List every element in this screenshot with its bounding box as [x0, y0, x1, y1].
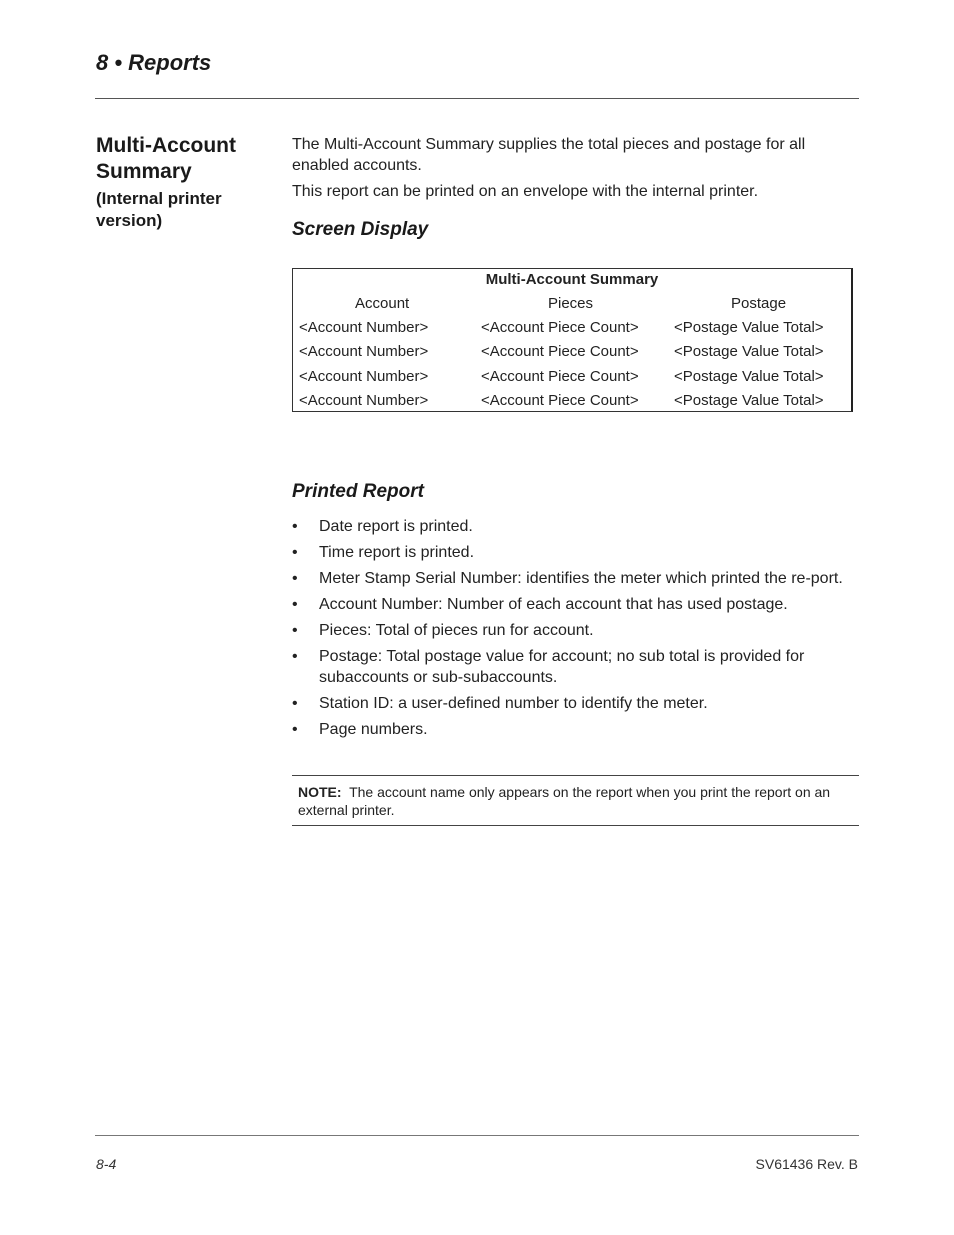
column-header-postage: Postage: [731, 295, 787, 312]
list-item: [292, 568, 857, 589]
bullet-icon: •: [292, 721, 298, 738]
note-body: The account name only appears on the report when you print the report on an external printer.: [298, 784, 831, 818]
screen-data-row: [293, 319, 851, 339]
list-item: [292, 620, 857, 641]
bullet-icon: •: [292, 695, 298, 712]
account-number-cell: <Account Number>: [299, 319, 429, 336]
footer-divider: [95, 1135, 859, 1136]
list-item-text: Account Number: Number of each account that has used postage.: [319, 596, 788, 613]
account-number-cell: <Account Number>: [299, 392, 429, 409]
section-subtitle: (Internal printer version): [96, 189, 222, 230]
list-item: [292, 719, 857, 740]
account-number-cell: <Account Number>: [299, 343, 429, 360]
screen-data-row: [293, 392, 851, 412]
note-label: NOTE:: [298, 784, 342, 800]
piece-count-cell: <Account Piece Count>: [481, 319, 639, 336]
chapter-title: 8 • Reports: [96, 50, 212, 75]
bullet-icon: •: [292, 596, 298, 613]
intro-paragraph: The Multi-Account Summary supplies the total pieces and postage for all enabled accounts.: [292, 136, 806, 174]
postage-total-cell: <Postage Value Total>: [674, 392, 824, 409]
list-item-text: Meter Stamp Serial Number: identifies the meter which printed the re-port.: [319, 570, 843, 587]
screen-data-row: [293, 368, 851, 388]
piece-count-cell: <Account Piece Count>: [481, 343, 639, 360]
list-item: [292, 693, 857, 714]
note-box: [292, 775, 859, 826]
column-header-account: Account: [355, 295, 410, 312]
page-number: 8-4: [96, 1156, 117, 1172]
bullet-icon: •: [292, 622, 298, 639]
postage-total-cell: <Postage Value Total>: [674, 319, 824, 336]
bullet-icon: •: [292, 570, 298, 587]
list-item: [292, 594, 857, 615]
bullet-icon: •: [292, 518, 298, 535]
intro-block: [292, 134, 852, 202]
screen-box-title: Multi-Account Summary: [485, 271, 659, 288]
note-text-block: [298, 783, 853, 819]
list-item-text: Time report is printed.: [319, 544, 475, 561]
list-item-text: Date report is printed.: [319, 518, 473, 535]
intro-paragraph: This report can be printed on an envelope with the internal printer.: [292, 183, 759, 200]
screen-display-heading: Screen Display: [292, 219, 429, 240]
piece-count-cell: <Account Piece Count>: [481, 392, 639, 409]
list-item: [292, 646, 857, 688]
list-item: [292, 542, 857, 563]
column-header-pieces: Pieces: [548, 295, 594, 312]
list-item-text: Page numbers.: [319, 721, 428, 738]
list-item-text: Pieces: Total of pieces run for account.: [319, 622, 594, 639]
postage-total-cell: <Postage Value Total>: [674, 343, 824, 360]
screen-data-row: [293, 343, 851, 363]
header-divider: [95, 98, 859, 99]
document-id: SV61436 Rev. B: [755, 1156, 858, 1172]
list-item-text: Postage: Total postage value for account; no sub total is provided for subaccounts or sub-subaccounts.: [319, 648, 805, 686]
screen-display-box: [292, 268, 853, 412]
bullet-icon: •: [292, 544, 298, 561]
list-item: [292, 516, 857, 537]
printed-report-heading: Printed Report: [292, 481, 424, 502]
account-number-cell: <Account Number>: [299, 368, 429, 385]
printed-report-list: [292, 516, 857, 745]
screen-header-row: [293, 295, 851, 315]
list-item-text: Station ID: a user-defined number to identify the meter.: [319, 695, 708, 712]
bullet-icon: •: [292, 648, 298, 665]
section-title: Multi-Account Summary: [96, 134, 236, 183]
postage-total-cell: <Postage Value Total>: [674, 368, 824, 385]
piece-count-cell: <Account Piece Count>: [481, 368, 639, 385]
